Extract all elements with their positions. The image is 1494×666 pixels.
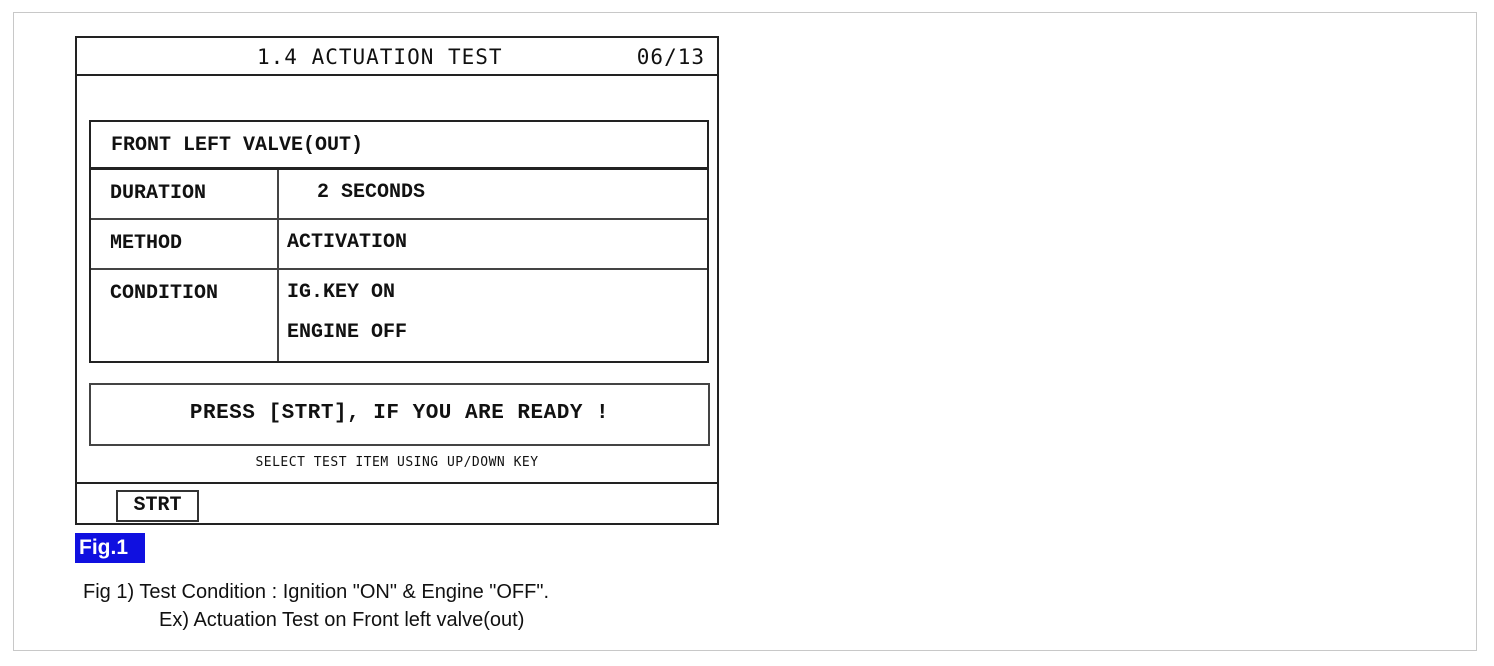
condition-row: [91, 270, 707, 361]
screen-title: 1.4 ACTUATION TEST: [257, 45, 503, 69]
duration-value-line: 2 SECONDS: [317, 181, 426, 204]
caption-line-1: Fig 1) Test Condition : Ignition "ON" & Engine "OFF".: [83, 581, 550, 603]
title-bar: [77, 38, 717, 76]
condition-value: [279, 261, 707, 361]
test-item-row[interactable]: [89, 120, 709, 170]
duration-label: DURATION: [91, 170, 279, 218]
figure-caption: [83, 578, 549, 634]
condition-label: CONDITION: [91, 270, 279, 361]
condition-value-line-2: ENGINE OFF: [287, 321, 408, 344]
caption-line-2: Ex) Actuation Test on Front left valve(out): [159, 609, 525, 631]
softkey-bar: [77, 482, 717, 523]
condition-value-line-1: IG.KEY ON: [287, 281, 396, 304]
page-indicator: 06/13: [636, 45, 705, 69]
method-value-line: ACTIVATION: [287, 231, 408, 254]
figure-tag: Fig.1: [75, 533, 145, 563]
test-item-name: FRONT LEFT VALVE(OUT): [111, 134, 364, 157]
test-info-table: [89, 120, 709, 363]
ready-prompt: PRESS [STRT], IF YOU ARE READY !: [89, 383, 710, 446]
method-label: METHOD: [91, 220, 279, 268]
strt-softkey-button[interactable]: STRT: [116, 490, 199, 522]
navigation-hint: SELECT TEST ITEM USING UP/DOWN KEY: [255, 455, 539, 470]
method-value: [279, 211, 707, 268]
scan-tool-screen: [75, 36, 719, 525]
